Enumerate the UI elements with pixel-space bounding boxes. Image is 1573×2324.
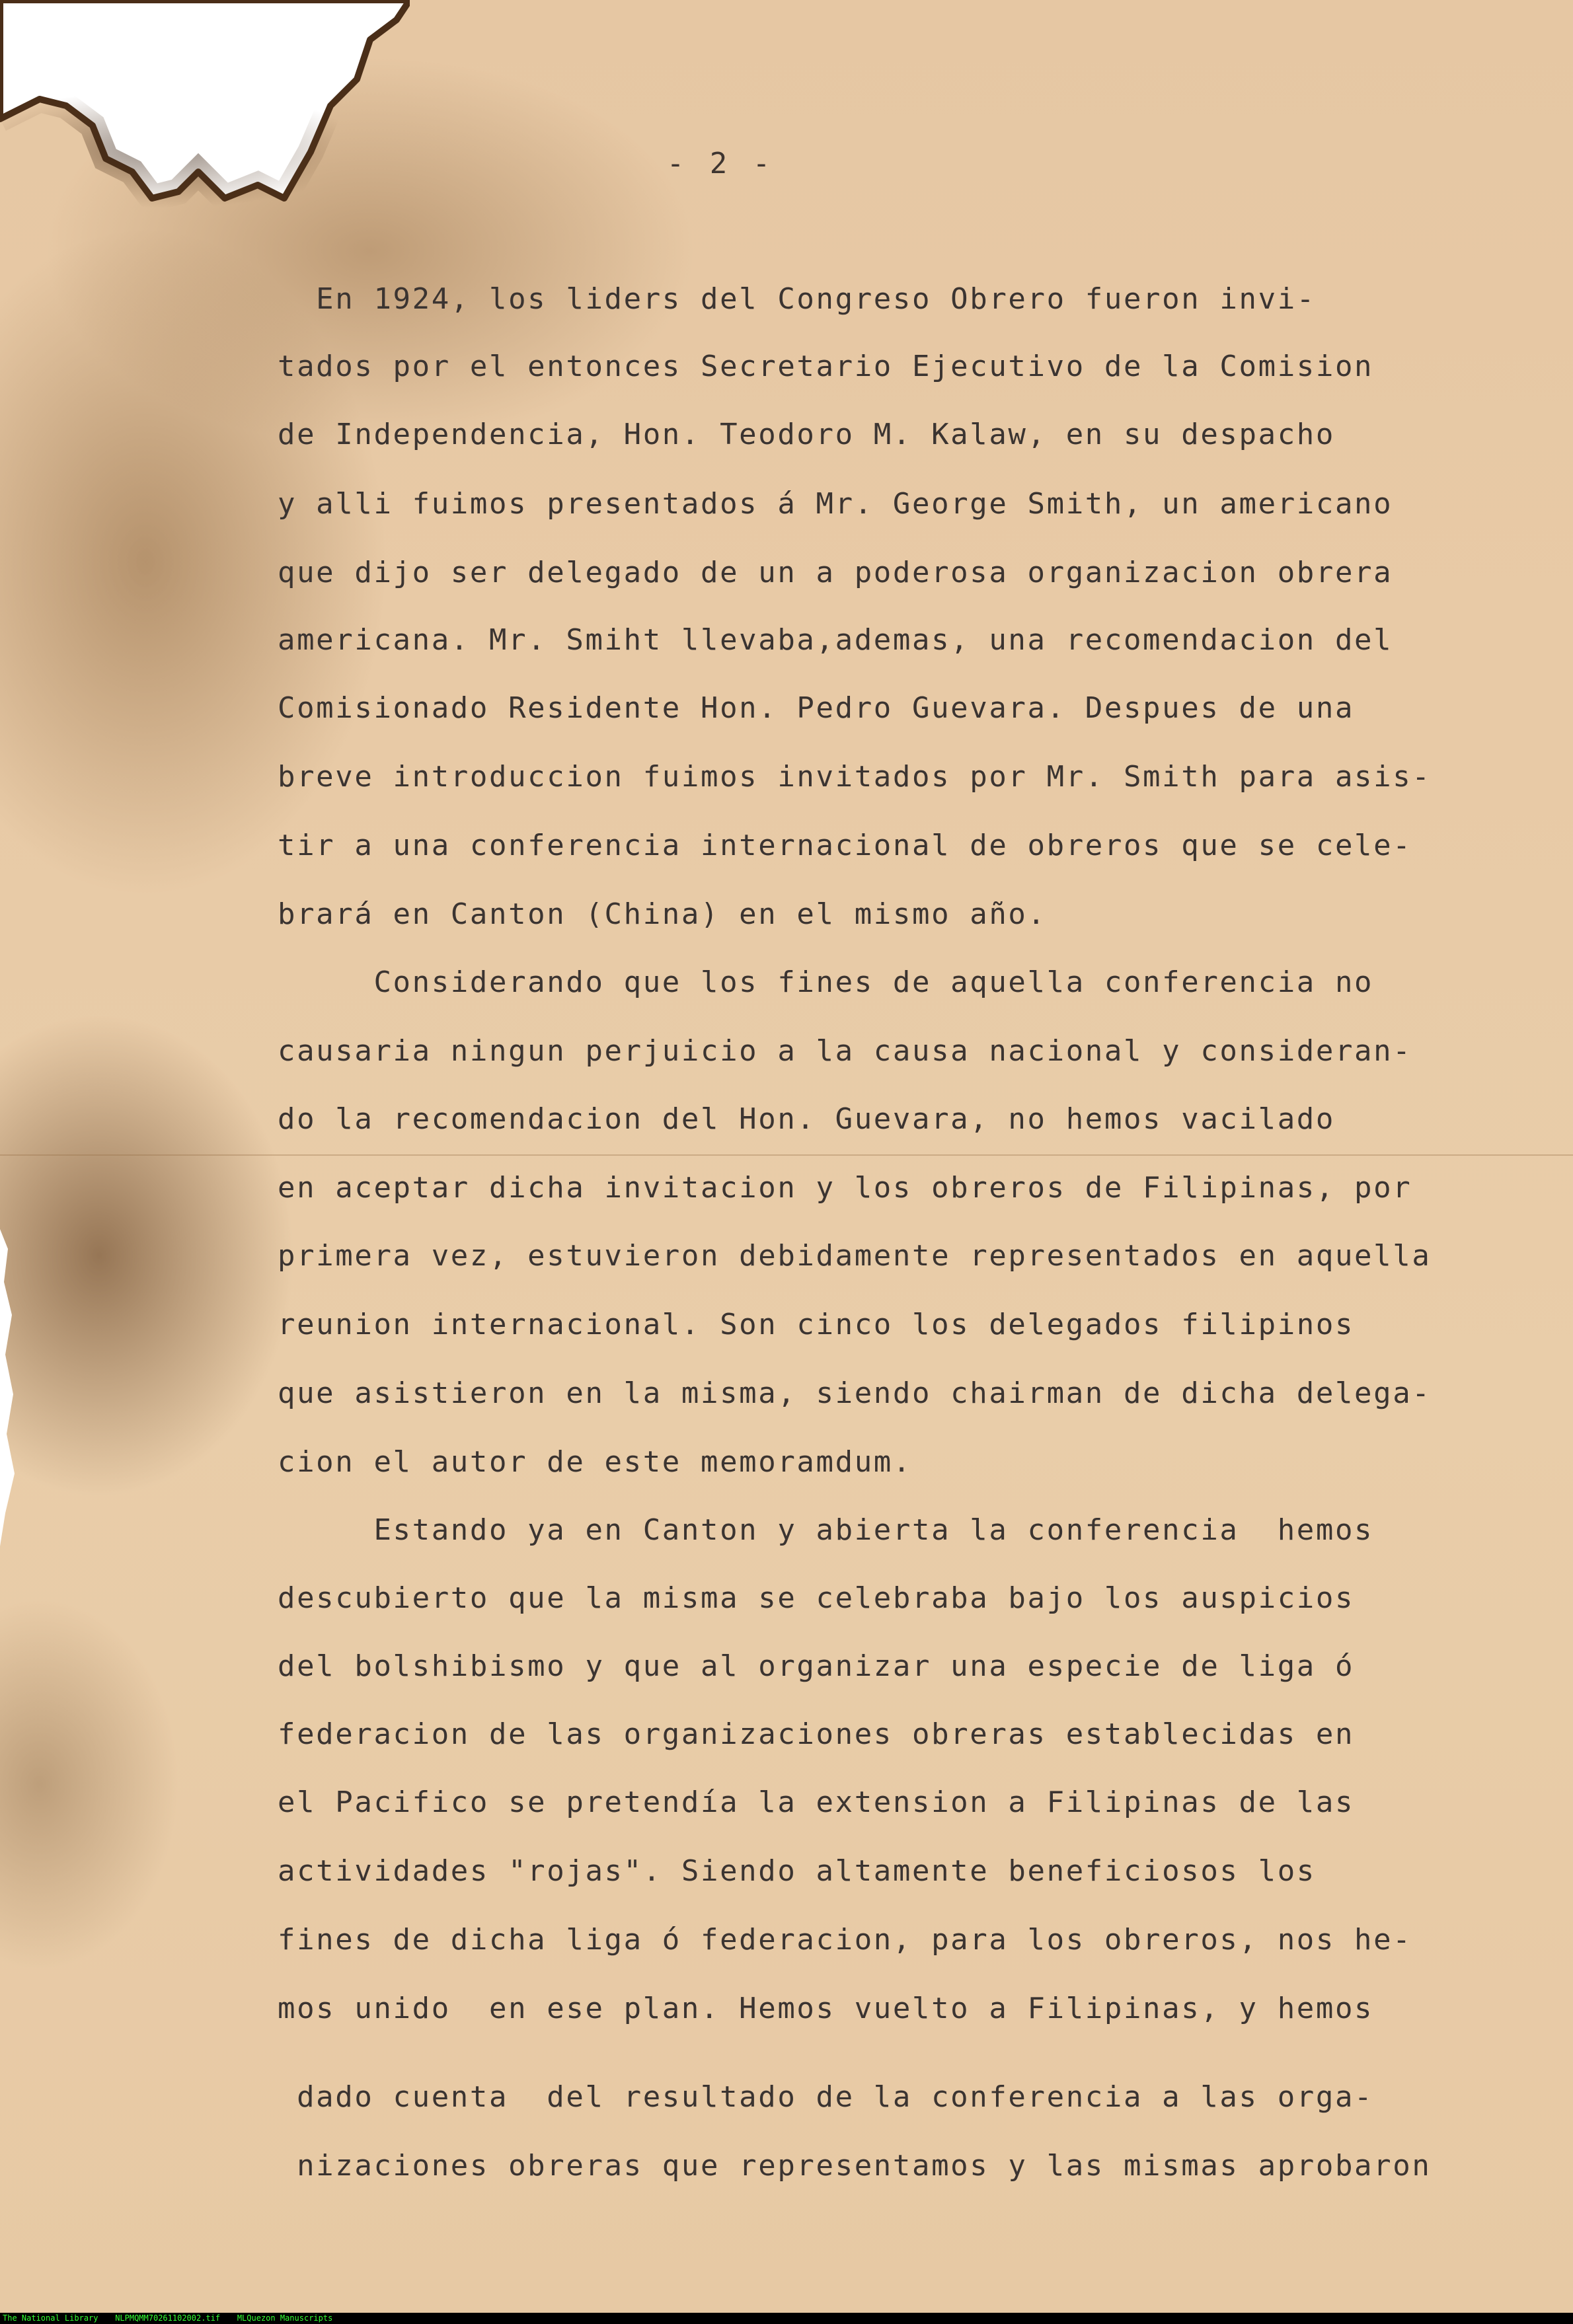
- text-line: brará en Canton (China) en el mismo año.: [278, 897, 1047, 931]
- footer-collection: MLQuezon Manuscripts: [237, 2313, 333, 2323]
- archive-footer-bar: [0, 2313, 1573, 2324]
- text-line: que asistieron en la misma, siendo chairman de dicha delega-: [278, 1376, 1432, 1410]
- text-line: del bolshibismo y que al organizar una especie de liga ó: [278, 1649, 1355, 1683]
- text-line: tados por el entonces Secretario Ejecutivo de la Comision: [278, 350, 1374, 383]
- text-line: breve introduccion fuimos invitados por Mr. Smith para asis-: [278, 760, 1432, 794]
- text-line: En 1924, los liders del Congreso Obrero fueron invi-: [278, 282, 1316, 316]
- text-line: Considerando que los fines de aquella conferencia no: [278, 965, 1374, 999]
- text-line: fines de dicha liga ó federacion, para los obreros, nos he-: [278, 1923, 1412, 1957]
- burned-corner: [0, 0, 410, 225]
- torn-left-edge: [0, 1229, 26, 1546]
- text-line: causaria ningun perjuicio a la causa nacional y consideran-: [278, 1034, 1412, 1068]
- text-line: nizaciones obreras que representamos y las mismas aprobaron: [278, 2149, 1432, 2183]
- footer-library: The National Library: [3, 2313, 98, 2323]
- text-line: Comisionado Residente Hon. Pedro Guevara. Despues de una: [278, 691, 1355, 725]
- footer-filename: NLPMQMM70261102002.tif: [115, 2313, 221, 2323]
- text-line: y alli fuimos presentados á Mr. George Smith, un americano: [278, 487, 1393, 521]
- fold-crease: [0, 1154, 1573, 1156]
- text-line: en aceptar dicha invitacion y los obreros de Filipinas, por: [278, 1171, 1412, 1205]
- text-line: reunion internacional. Son cinco los delegados filipinos: [278, 1308, 1355, 1341]
- text-line: mos unido en ese plan. Hemos vuelto a Filipinas, y hemos: [278, 1992, 1374, 2025]
- text-line: el Pacifico se pretendía la extension a Filipinas de las: [278, 1785, 1355, 1819]
- text-line: federacion de las organizaciones obreras establecidas en: [278, 1717, 1355, 1751]
- text-line: tir a una conferencia internacional de obreros que se cele-: [278, 829, 1412, 862]
- text-line: dado cuenta del resultado de la conferencia a las orga-: [278, 2080, 1374, 2114]
- page-number: - 2 -: [666, 147, 775, 180]
- text-line: que dijo ser delegado de un a poderosa organizacion obrera: [278, 556, 1393, 589]
- text-line: descubierto que la misma se celebraba bajo los auspicios: [278, 1581, 1355, 1615]
- text-line: actividades "rojas". Siendo altamente beneficiosos los: [278, 1854, 1316, 1888]
- text-line: primera vez, estuvieron debidamente representados en aquella: [278, 1239, 1432, 1273]
- text-line: do la recomendacion del Hon. Guevara, no hemos vacilado: [278, 1102, 1335, 1136]
- text-line: cion el autor de este memoramdum.: [278, 1445, 912, 1479]
- text-line: de Independencia, Hon. Teodoro M. Kalaw, en su despacho: [278, 418, 1335, 451]
- text-line: Estando ya en Canton y abierta la conferencia hemos: [278, 1513, 1374, 1547]
- text-line: americana. Mr. Smiht llevaba,ademas, una recomendacion del: [278, 623, 1393, 657]
